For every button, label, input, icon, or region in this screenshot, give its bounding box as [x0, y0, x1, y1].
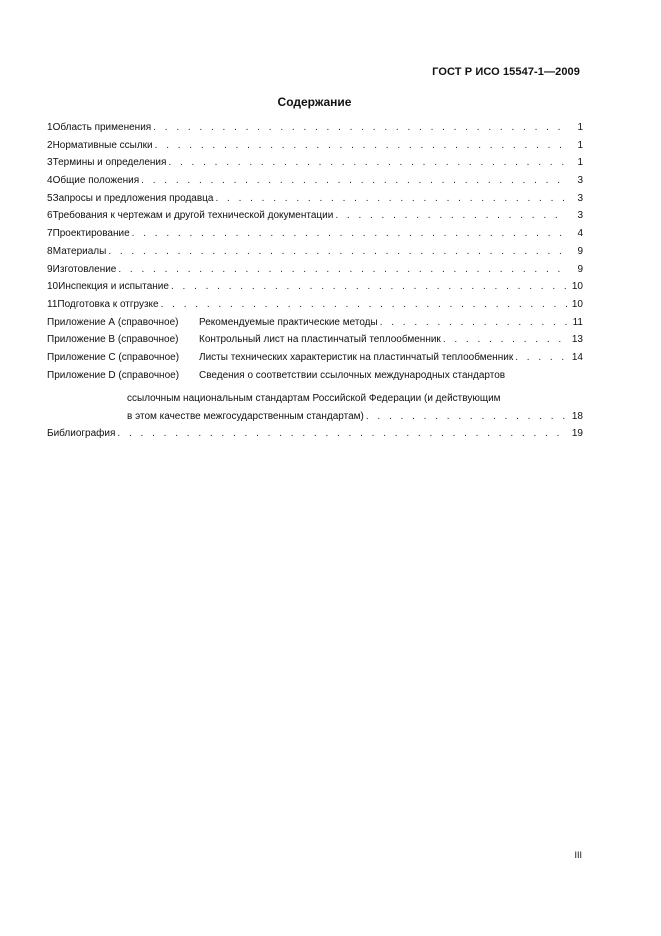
toc-entry[interactable]: [47, 264, 583, 276]
appendix-title-line: ссылочным национальным стандартам Российской Федерации (и действующим: [127, 393, 501, 404]
dot-leader: [153, 122, 567, 134]
toc-page: 3: [577, 210, 583, 222]
toc-title: Область применения: [52, 122, 152, 133]
toc-number: 10: [47, 281, 59, 293]
appendix-title: Листы технических характеристик на пластинчатый теплообменник: [199, 351, 514, 363]
dot-leader: [161, 299, 567, 311]
toc-page: 14: [571, 351, 583, 363]
toc-appendix-entry[interactable]: [47, 334, 583, 346]
dot-leader: [171, 281, 567, 293]
toc-number: 9: [47, 263, 53, 275]
toc-number: 1: [47, 122, 53, 133]
dot-leader: [515, 352, 567, 364]
toc-title: Нормативные ссылки: [52, 139, 153, 151]
toc-title: Термины и определения: [52, 157, 167, 169]
appendix-label: Приложение А (справочное): [47, 316, 179, 328]
toc-page: 18: [571, 410, 583, 422]
toc-number: 11: [47, 298, 58, 310]
page-number: III: [574, 850, 582, 860]
toc-title: Общие положения: [52, 175, 140, 187]
toc-number: 4: [47, 175, 53, 187]
toc-entry[interactable]: [47, 246, 583, 258]
dot-leader: [141, 175, 567, 187]
dot-leader: [443, 334, 567, 346]
dot-leader: [108, 246, 567, 258]
toc-appendix-continuation: [47, 393, 583, 405]
toc-entry[interactable]: [47, 140, 583, 152]
dot-leader: [380, 317, 567, 329]
toc-page: 13: [571, 334, 583, 346]
toc-page: 3: [577, 175, 583, 187]
toc-page: 3: [577, 192, 583, 204]
toc-number: 5: [47, 192, 53, 204]
toc-entry[interactable]: [47, 193, 583, 205]
document-id: ГОСТ Р ИСО 15547-1—2009: [432, 66, 580, 78]
toc-page: 10: [571, 281, 583, 293]
appendix-label: Приложение D (справочное): [47, 369, 180, 381]
table-of-contents: [47, 122, 583, 446]
toc-title: Инспекция и испытание: [58, 281, 169, 293]
toc-number: 2: [47, 139, 53, 151]
dot-leader: [168, 157, 567, 169]
toc-bibliography-entry[interactable]: [47, 428, 583, 440]
toc-title: Требования к чертежам и другой технической документации: [52, 210, 334, 222]
dot-leader: [215, 193, 567, 205]
toc-page: 1: [577, 157, 583, 169]
toc-entry[interactable]: [47, 157, 583, 169]
toc-page: 9: [577, 263, 583, 275]
dot-leader: [335, 210, 567, 222]
page-title: Содержание: [277, 95, 352, 109]
toc-entry[interactable]: [47, 299, 583, 311]
toc-entry[interactable]: [47, 122, 583, 134]
toc-title: Запросы и предложения продавца: [52, 192, 214, 204]
toc-title: Материалы: [52, 245, 107, 257]
toc-entry[interactable]: [47, 281, 583, 293]
appendix-label: Приложение В (справочное): [47, 334, 179, 346]
toc-number: 3: [47, 157, 53, 169]
toc-title: Изготовление: [52, 263, 117, 275]
toc-page: 4: [577, 228, 583, 240]
toc-appendix-continuation: [47, 411, 583, 423]
dot-leader: [118, 264, 567, 276]
toc-appendix-entry[interactable]: [47, 370, 583, 388]
toc-number: 7: [47, 228, 53, 240]
toc-page: 1: [577, 139, 583, 151]
toc-entry[interactable]: [47, 175, 583, 187]
toc-appendix-entry[interactable]: [47, 352, 583, 364]
toc-title: Подготовка к отгрузке: [57, 298, 159, 310]
toc-page: 1: [577, 122, 583, 133]
toc-number: 6: [47, 210, 53, 222]
bibliography-title: Библиография: [47, 428, 116, 440]
toc-entry[interactable]: [47, 210, 583, 222]
appendix-label: Приложение С (справочное): [47, 351, 180, 363]
toc-number: 8: [47, 245, 53, 257]
toc-page: 9: [577, 245, 583, 257]
toc-page: 19: [571, 428, 583, 440]
appendix-title-line: в этом качестве межгосударственным стандартам): [127, 410, 364, 422]
toc-entry[interactable]: [47, 228, 583, 240]
appendix-title: Контрольный лист на пластинчатый теплообменник: [199, 334, 441, 346]
dot-leader: [366, 411, 567, 423]
dot-leader: [155, 140, 567, 152]
appendix-title: Рекомендуемые практические методы: [199, 316, 378, 328]
toc-title: Проектирование: [52, 228, 130, 240]
appendix-title-line: Сведения о соответствии ссылочных международных стандартов: [199, 369, 506, 381]
toc-page: 11: [572, 316, 583, 328]
toc-page: 10: [571, 298, 583, 310]
dot-leader: [132, 228, 567, 240]
dot-leader: [117, 428, 567, 440]
toc-appendix-entry[interactable]: [47, 317, 583, 329]
